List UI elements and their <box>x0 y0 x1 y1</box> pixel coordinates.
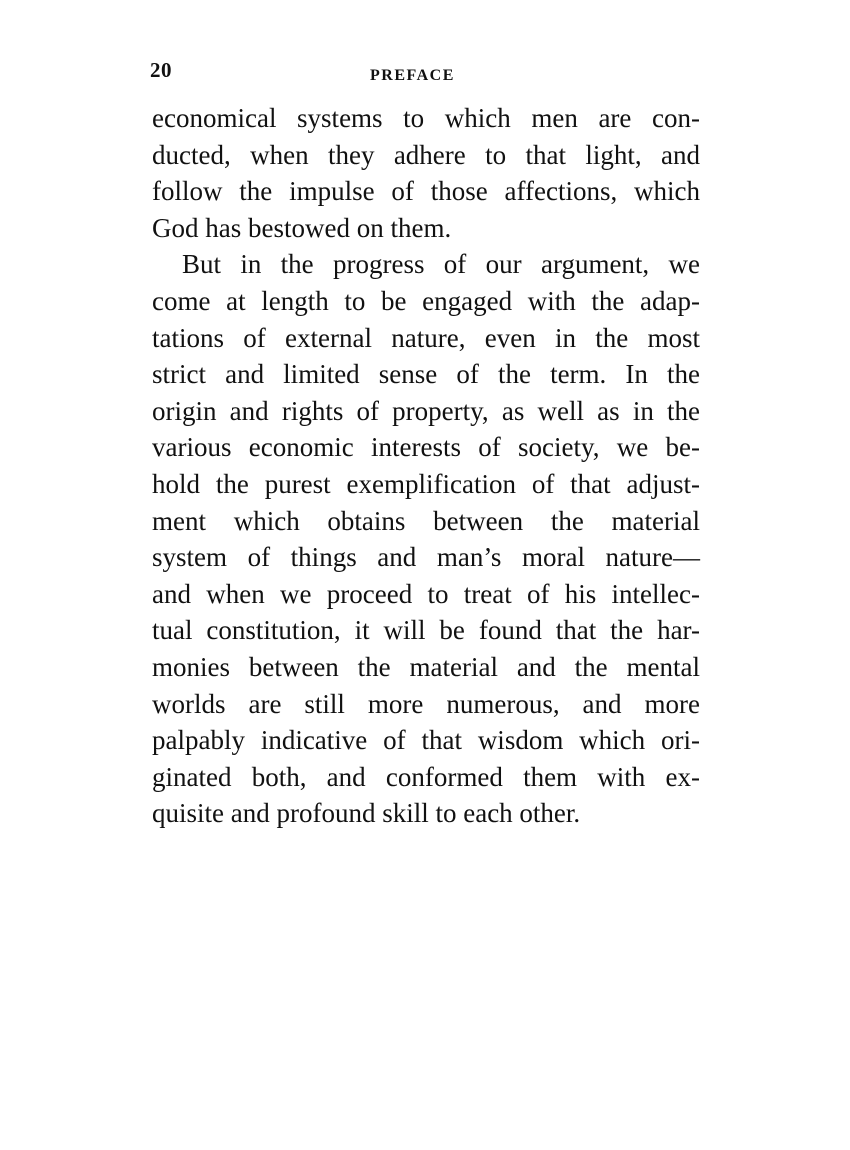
text-line: origin and rights of property, as well as in the <box>152 395 700 426</box>
text-line: system of things and man’s moral nature— <box>152 542 700 573</box>
page-number: 20 <box>150 58 172 82</box>
text-line: strict and limited sense of the term. In the <box>152 359 700 390</box>
text-line: come at length to be engaged with the adap- <box>152 285 700 316</box>
text-line: monies between the material and the mental <box>152 651 700 682</box>
text-line: economical systems to which men are con- <box>152 103 700 133</box>
text-line: But in the progress of our argument, we <box>182 249 700 280</box>
text-line: tual constitution, it will be found that the har- <box>152 615 700 646</box>
paragraph <box>152 100 700 246</box>
text-line: follow the impulse of those affections, which <box>152 176 700 207</box>
text-line: tations of external nature, even in the most <box>152 322 700 353</box>
running-head: PREFACE <box>370 67 455 84</box>
text-line: ment which obtains between the material <box>152 505 700 536</box>
text-line: palpably indicative of that wisdom which ori- <box>152 725 700 756</box>
text-line: hold the purest exemplification of that adjust- <box>152 468 700 499</box>
text-line: ducted, when they adhere to that light, and <box>152 139 700 170</box>
text-line: various economic interests of society, we be- <box>152 432 700 463</box>
body-text <box>152 100 700 832</box>
paragraph <box>152 246 700 832</box>
text-line: ginated both, and conformed them with ex- <box>152 761 700 792</box>
text-line: quisite and profound skill to each other. <box>152 798 581 829</box>
text-line: worlds are still more numerous, and more <box>152 688 700 719</box>
text-line: God has bestowed on them. <box>152 212 452 243</box>
text-line: and when we proceed to treat of his intellec- <box>152 578 700 609</box>
